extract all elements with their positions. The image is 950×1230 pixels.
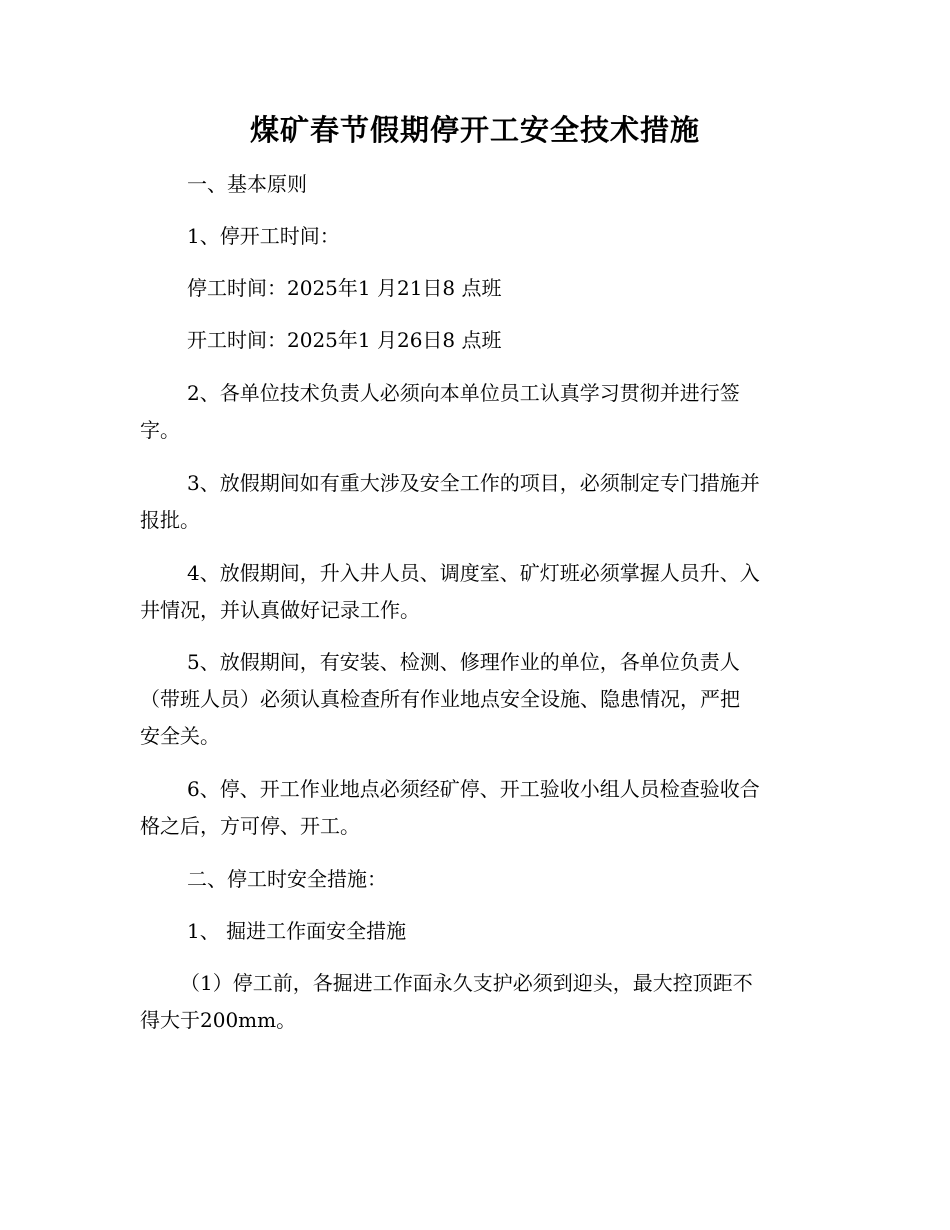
item-2-paragraph [140, 375, 808, 449]
section-heading-stop-safety-measures [140, 861, 808, 898]
section-heading-basic-principles [140, 166, 808, 203]
paragraph-line: 格之后，方可停、开工。 [140, 814, 360, 838]
paragraph-line: 1、停开工时间： [187, 224, 340, 248]
paragraph-line: 4、放假期间，升入井人员、调度室、矿灯班必须掌握人员升、入 [187, 561, 760, 585]
paragraph-line: 5、放假期间，有安装、检测、修理作业的单位，各单位负责人 [187, 650, 740, 674]
item-3-paragraph [140, 465, 808, 539]
item-1-1-paragraph [140, 965, 808, 1039]
item-5-paragraph [140, 644, 808, 755]
paragraph-line: 安全关。 [140, 724, 220, 748]
subsection-heading-excavation-face [140, 913, 808, 950]
document-title: 煤矿春节假期停开工安全技术措施 [249, 113, 700, 147]
paragraph-line: 6、停、开工作业地点必须经矿停、开工验收小组人员检查验收合 [187, 777, 760, 801]
stop-time-line [140, 270, 808, 307]
paragraph-line: 停工时间：2025年1 月21日8 点班 [187, 276, 502, 300]
item-stop-start-time [140, 218, 808, 255]
paragraph-line: 得大于200mm。 [140, 1008, 297, 1032]
paragraph-line: （1）停工前，各掘进工作面永久支护必须到迎头，最大控顶距不 [180, 971, 753, 995]
paragraph-line: 3、放假期间如有重大涉及安全工作的项目，必须制定专门措施并 [187, 471, 760, 495]
paragraph-line: 井情况，并认真做好记录工作。 [140, 598, 420, 622]
paragraph-line: 1、 掘进工作面安全措施 [187, 919, 407, 943]
paragraph-line: 二、停工时安全措施： [187, 867, 387, 891]
paragraph-line: 报批。 [140, 508, 200, 532]
paragraph-line: 2、各单位技术负责人必须向本单位员工认真学习贯彻并进行签 [187, 381, 740, 405]
start-time-line [140, 322, 808, 359]
paragraph-line: 字。 [140, 418, 180, 442]
paragraph-line: 一、基本原则 [187, 172, 307, 196]
paragraph-line: 开工时间：2025年1 月26日8 点班 [187, 328, 502, 352]
item-6-paragraph [140, 771, 808, 845]
item-4-paragraph [140, 555, 808, 629]
paragraph-line: （带班人员）必须认真检查所有作业地点安全设施、隐患情况，严把 [140, 687, 740, 711]
